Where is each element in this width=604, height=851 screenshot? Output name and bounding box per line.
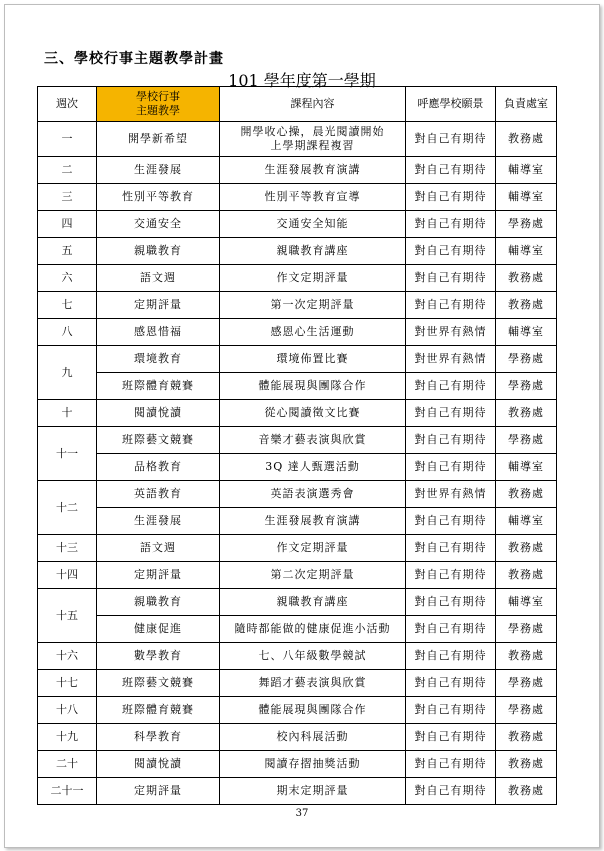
- vision-cell: 對自己有期待: [406, 508, 496, 535]
- table-row: [38, 643, 557, 670]
- office-cell: 輔導室: [496, 184, 557, 211]
- vision-cell: 對自己有期待: [406, 535, 496, 562]
- table-row: [38, 589, 557, 616]
- table-row: [38, 238, 557, 265]
- theme-cell: 閱讀悅讀: [97, 751, 220, 778]
- week-cell: 七: [38, 292, 97, 319]
- section-heading: 三、學校行事主題教學計畫: [44, 51, 224, 67]
- office-cell: 教務處: [496, 724, 557, 751]
- page-number: 37: [295, 808, 309, 819]
- header-vision: 呼應學校願景: [406, 87, 496, 122]
- table-row: [38, 265, 557, 292]
- teaching-plan-table: [37, 86, 557, 805]
- content-cell: 親職教育講座: [220, 238, 406, 265]
- week-cell: 十二: [38, 481, 97, 535]
- week-cell: 三: [38, 184, 97, 211]
- week-cell: 二十一: [38, 778, 97, 805]
- theme-cell: 科學教育: [97, 724, 220, 751]
- theme-cell: 定期評量: [97, 778, 220, 805]
- content-cell: 3Q 達人甄選活動: [220, 454, 406, 481]
- table-row: [38, 778, 557, 805]
- header-theme-line2: 主題教學: [136, 104, 180, 117]
- content-cell: 作文定期評量: [220, 535, 406, 562]
- office-cell: 學務處: [496, 616, 557, 643]
- content-cell: 第一次定期評量: [220, 292, 406, 319]
- office-cell: 教務處: [496, 400, 557, 427]
- theme-cell: 健康促進: [97, 616, 220, 643]
- vision-cell: 對世界有熱情: [406, 346, 496, 373]
- office-cell: 教務處: [496, 122, 557, 157]
- header-office: 負責處室: [496, 87, 557, 122]
- table-row: [38, 292, 557, 319]
- theme-cell: 環境教育: [97, 346, 220, 373]
- vision-cell: 對世界有熱情: [406, 481, 496, 508]
- content-cell: 性別平等教育宣導: [220, 184, 406, 211]
- week-cell: 八: [38, 319, 97, 346]
- content-cell: 七、八年級數學競試: [220, 643, 406, 670]
- week-cell: 十八: [38, 697, 97, 724]
- office-cell: 教務處: [496, 778, 557, 805]
- week-cell: 二: [38, 157, 97, 184]
- theme-cell: 班際藝文競賽: [97, 427, 220, 454]
- vision-cell: 對自己有期待: [406, 778, 496, 805]
- theme-cell: 親職教育: [97, 238, 220, 265]
- week-cell: 一: [38, 122, 97, 157]
- theme-cell: 生涯發展: [97, 508, 220, 535]
- week-cell: 十: [38, 400, 97, 427]
- office-cell: 輔導室: [496, 157, 557, 184]
- content-cell: 體能展現與團隊合作: [220, 697, 406, 724]
- header-content: 課程內容: [220, 87, 406, 122]
- content-cell: 親職教育講座: [220, 589, 406, 616]
- table-row: [38, 508, 557, 535]
- theme-cell: 數學教育: [97, 643, 220, 670]
- table-row: [38, 400, 557, 427]
- week-cell: 六: [38, 265, 97, 292]
- content-line: 上學期課程複習: [270, 139, 355, 152]
- office-cell: 教務處: [496, 481, 557, 508]
- theme-cell: 班際體育競賽: [97, 697, 220, 724]
- content-cell: 環境佈置比賽: [220, 346, 406, 373]
- table-body: [38, 122, 557, 805]
- vision-cell: 對自己有期待: [406, 643, 496, 670]
- content-cell: [220, 122, 406, 157]
- theme-cell: 語文週: [97, 265, 220, 292]
- office-cell: 輔導室: [496, 238, 557, 265]
- vision-cell: 對自己有期待: [406, 400, 496, 427]
- vision-cell: 對自己有期待: [406, 697, 496, 724]
- vision-cell: 對自己有期待: [406, 670, 496, 697]
- week-cell: 十四: [38, 562, 97, 589]
- content-line: 開學收心操，晨光閱讀開始: [240, 125, 385, 138]
- content-cell: 體能展現與團隊合作: [220, 373, 406, 400]
- vision-cell: 對自己有期待: [406, 616, 496, 643]
- office-cell: 學務處: [496, 427, 557, 454]
- vision-cell: 對自己有期待: [406, 427, 496, 454]
- vision-cell: 對自己有期待: [406, 751, 496, 778]
- office-cell: 輔導室: [496, 508, 557, 535]
- content-cell: 從心閱讀徵文比賽: [220, 400, 406, 427]
- vision-cell: 對自己有期待: [406, 265, 496, 292]
- content-cell: 生涯發展教育演講: [220, 157, 406, 184]
- week-cell: 十七: [38, 670, 97, 697]
- table-row: [38, 562, 557, 589]
- office-cell: 學務處: [496, 211, 557, 238]
- content-cell: 期末定期評量: [220, 778, 406, 805]
- vision-cell: 對自己有期待: [406, 589, 496, 616]
- week-cell: 二十: [38, 751, 97, 778]
- theme-cell: 語文週: [97, 535, 220, 562]
- vision-cell: 對自己有期待: [406, 373, 496, 400]
- theme-cell: 閱讀悅讀: [97, 400, 220, 427]
- table-row: [38, 481, 557, 508]
- vision-cell: 對自己有期待: [406, 211, 496, 238]
- vision-cell: 對世界有熱情: [406, 319, 496, 346]
- vision-cell: 對自己有期待: [406, 122, 496, 157]
- vision-cell: 對自己有期待: [406, 454, 496, 481]
- office-cell: 教務處: [496, 292, 557, 319]
- header-theme-line1: 學校行事: [136, 90, 180, 103]
- office-cell: 教務處: [496, 751, 557, 778]
- office-cell: 學務處: [496, 373, 557, 400]
- office-cell: 學務處: [496, 697, 557, 724]
- office-cell: 教務處: [496, 643, 557, 670]
- content-cell: 音樂才藝表演與欣賞: [220, 427, 406, 454]
- theme-cell: 交通安全: [97, 211, 220, 238]
- content-cell: 閱讀存摺抽獎活動: [220, 751, 406, 778]
- theme-cell: 開學新希望: [97, 122, 220, 157]
- table-row: [38, 122, 557, 157]
- vision-cell: 對自己有期待: [406, 157, 496, 184]
- week-cell: 十五: [38, 589, 97, 643]
- week-cell: 十一: [38, 427, 97, 481]
- week-cell: 十三: [38, 535, 97, 562]
- table-row: [38, 373, 557, 400]
- office-cell: 輔導室: [496, 454, 557, 481]
- theme-cell: 班際體育競賽: [97, 373, 220, 400]
- vision-cell: 對自己有期待: [406, 292, 496, 319]
- header-week: 週次: [38, 87, 97, 122]
- table-header-row: [38, 87, 557, 122]
- table-row: [38, 670, 557, 697]
- table-row: [38, 319, 557, 346]
- week-cell: 十六: [38, 643, 97, 670]
- office-cell: 教務處: [496, 562, 557, 589]
- table-title: 101 學年度第一學期: [228, 71, 376, 90]
- header-theme: [97, 87, 220, 122]
- content-cell: 交通安全知能: [220, 211, 406, 238]
- table-row: [38, 346, 557, 373]
- theme-cell: 定期評量: [97, 562, 220, 589]
- week-cell: 四: [38, 211, 97, 238]
- theme-cell: 定期評量: [97, 292, 220, 319]
- vision-cell: 對自己有期待: [406, 238, 496, 265]
- table-row: [38, 184, 557, 211]
- content-cell: 隨時都能做的健康促進小活動: [220, 616, 406, 643]
- theme-cell: 班際藝文競賽: [97, 670, 220, 697]
- table-row: [38, 535, 557, 562]
- table-row: [38, 751, 557, 778]
- office-cell: 輔導室: [496, 319, 557, 346]
- content-cell: 生涯發展教育演講: [220, 508, 406, 535]
- office-cell: 教務處: [496, 265, 557, 292]
- theme-cell: 親職教育: [97, 589, 220, 616]
- table-row: [38, 616, 557, 643]
- week-cell: 九: [38, 346, 97, 400]
- vision-cell: 對自己有期待: [406, 724, 496, 751]
- table-row: [38, 697, 557, 724]
- vision-cell: 對自己有期待: [406, 562, 496, 589]
- content-cell: 感恩心生活運動: [220, 319, 406, 346]
- vision-cell: 對自己有期待: [406, 184, 496, 211]
- content-cell: 作文定期評量: [220, 265, 406, 292]
- table-row: [38, 427, 557, 454]
- table-row: [38, 454, 557, 481]
- content-cell: 校內科展活動: [220, 724, 406, 751]
- content-cell: 第二次定期評量: [220, 562, 406, 589]
- office-cell: 輔導室: [496, 589, 557, 616]
- theme-cell: 英語教育: [97, 481, 220, 508]
- theme-cell: 品格教育: [97, 454, 220, 481]
- table-row: [38, 157, 557, 184]
- table-row: [38, 211, 557, 238]
- week-cell: 五: [38, 238, 97, 265]
- content-cell: 舞蹈才藝表演與欣賞: [220, 670, 406, 697]
- content-cell: 英語表演選秀會: [220, 481, 406, 508]
- theme-cell: 性別平等教育: [97, 184, 220, 211]
- theme-cell: 生涯發展: [97, 157, 220, 184]
- table-row: [38, 724, 557, 751]
- office-cell: 學務處: [496, 346, 557, 373]
- theme-cell: 感恩惜福: [97, 319, 220, 346]
- week-cell: 十九: [38, 724, 97, 751]
- office-cell: 學務處: [496, 670, 557, 697]
- office-cell: 教務處: [496, 535, 557, 562]
